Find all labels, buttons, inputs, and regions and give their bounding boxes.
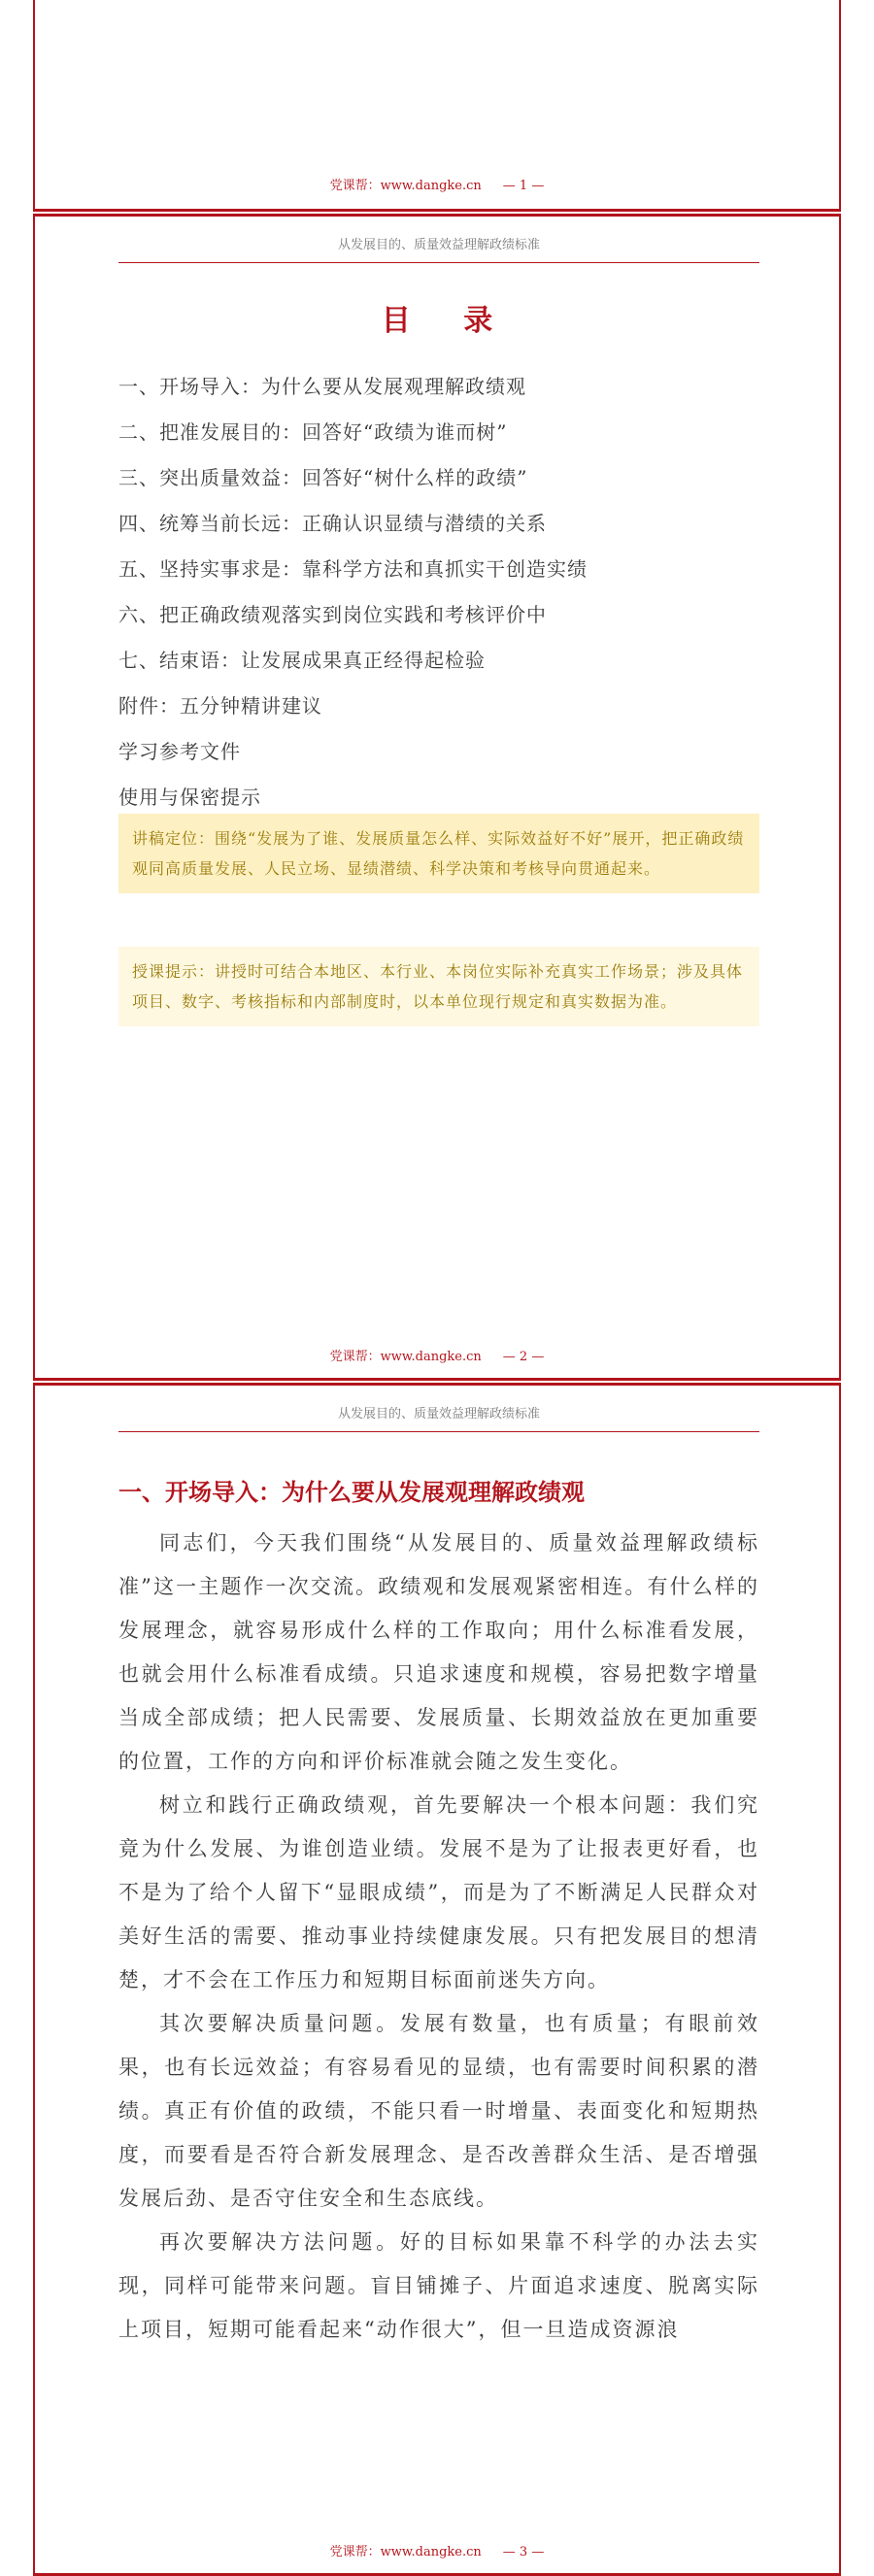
toc-item[interactable]: 学习参考文件 xyxy=(118,740,241,763)
body-paragraph: 其次要解决质量问题。发展有数量，也有质量；有眼前效果，也有长远效益；有容易看见的显绩，也有需要时间积累的潜绩。真正有价值的政绩，不能只看一时增量、表面变化和短期热度，而要看是否符合新发展理念、是否改善群众生活、是否增强发展后劲、是否守住安全和生态底线。 xyxy=(118,2012,759,2210)
body-paragraph: 再次要解决方法问题。好的目标如果靠不科学的办法去实现，同样可能带来问题。盲目铺摊子、片面追求速度、脱离实际上项目，短期可能看起来“动作很大”，但一旦造成资源浪 xyxy=(118,2230,759,2341)
toc-item[interactable]: 三、突出质量效益：回答好“树什么样的政绩” xyxy=(118,466,528,489)
toc-item[interactable]: 一、开场导入：为什么要从发展观理解政绩观 xyxy=(118,375,526,398)
toc-title: 目 录 xyxy=(381,304,515,338)
teaching-tip-note: 授课提示：讲授时可结合本地区、本行业、本岗位实际补充真实工作场景；涉及具体项目、数字、考核指标和内部制度时，以本单位现行规定和真实数据为准。 xyxy=(118,947,759,1026)
page-footer xyxy=(35,1346,839,1364)
toc-item[interactable]: 附件：五分钟精讲建议 xyxy=(118,694,322,718)
footer-site: 党课帮：www.dangke.cn xyxy=(329,1350,482,1364)
toc-item[interactable]: 二、把准发展目的：回答好“政绩为谁而树” xyxy=(118,420,508,444)
page-number: — 1 — xyxy=(502,179,545,193)
toc-item[interactable]: 五、坚持实事求是：靠科学方法和真抓实干创造实绩 xyxy=(118,557,588,581)
page-number: — 2 — xyxy=(502,1350,545,1364)
footer-site: 党课帮：www.dangke.cn xyxy=(329,2545,482,2559)
toc-item[interactable]: 七、结束语：让发展成果真正经得起检验 xyxy=(118,649,486,672)
body-paragraph: 树立和践行正确政绩观，首先要解决一个根本问题：我们究竟为什么发展、为谁创造业绩。发展不是为了让报表更好看，也不是为了给个人留下“显眼成绩”，而是为了不断满足人民群众对美好生活的需要、推动事业持续健康发展。只有把发展目的想清楚，才不会在工作压力和短期目标面前迷失方向。 xyxy=(118,1793,759,1991)
page-footer xyxy=(35,175,839,193)
page-2 xyxy=(33,214,841,1381)
section-body xyxy=(118,1522,759,2352)
running-header: 从发展目的、质量效益理解政绩标准 xyxy=(118,1403,759,1432)
page-number: — 3 — xyxy=(502,2545,545,2559)
footer-site: 党课帮：www.dangke.cn xyxy=(329,179,482,193)
positioning-note: 讲稿定位：围绕“发展为了谁、发展质量怎么样、实际效益好不好”展开，把正确政绩观同高质量发展、人民立场、显绩潜绩、科学决策和考核导向贯通起来。 xyxy=(118,814,759,893)
toc-item[interactable]: 四、统筹当前长远：正确认识显绩与潜绩的关系 xyxy=(118,512,547,535)
running-header: 从发展目的、质量效益理解政绩标准 xyxy=(118,234,759,263)
page-1 xyxy=(33,0,841,212)
page-footer xyxy=(35,2541,839,2559)
body-paragraph: 同志们，今天我们围绕“从发展目的、质量效益理解政绩标准”这一主题作一次交流。政绩观和发展观紧密相连。有什么样的发展理念，就容易形成什么样的工作取向；用什么标准看发展，也就会用什么标准看成绩。只追求速度和规模，容易把数字增量当成全部成绩；把人民需要、发展质量、长期效益放在更加重要的位置，工作的方向和评价标准就会随之发生变化。 xyxy=(118,1531,759,1773)
toc-item[interactable]: 使用与保密提示 xyxy=(118,786,261,809)
toc-item[interactable]: 六、把正确政绩观落实到岗位实践和考核评价中 xyxy=(118,603,547,626)
page-3 xyxy=(33,1383,841,2576)
toc-list xyxy=(118,364,759,820)
section-title: 一、开场导入：为什么要从发展观理解政绩观 xyxy=(118,1479,585,1506)
